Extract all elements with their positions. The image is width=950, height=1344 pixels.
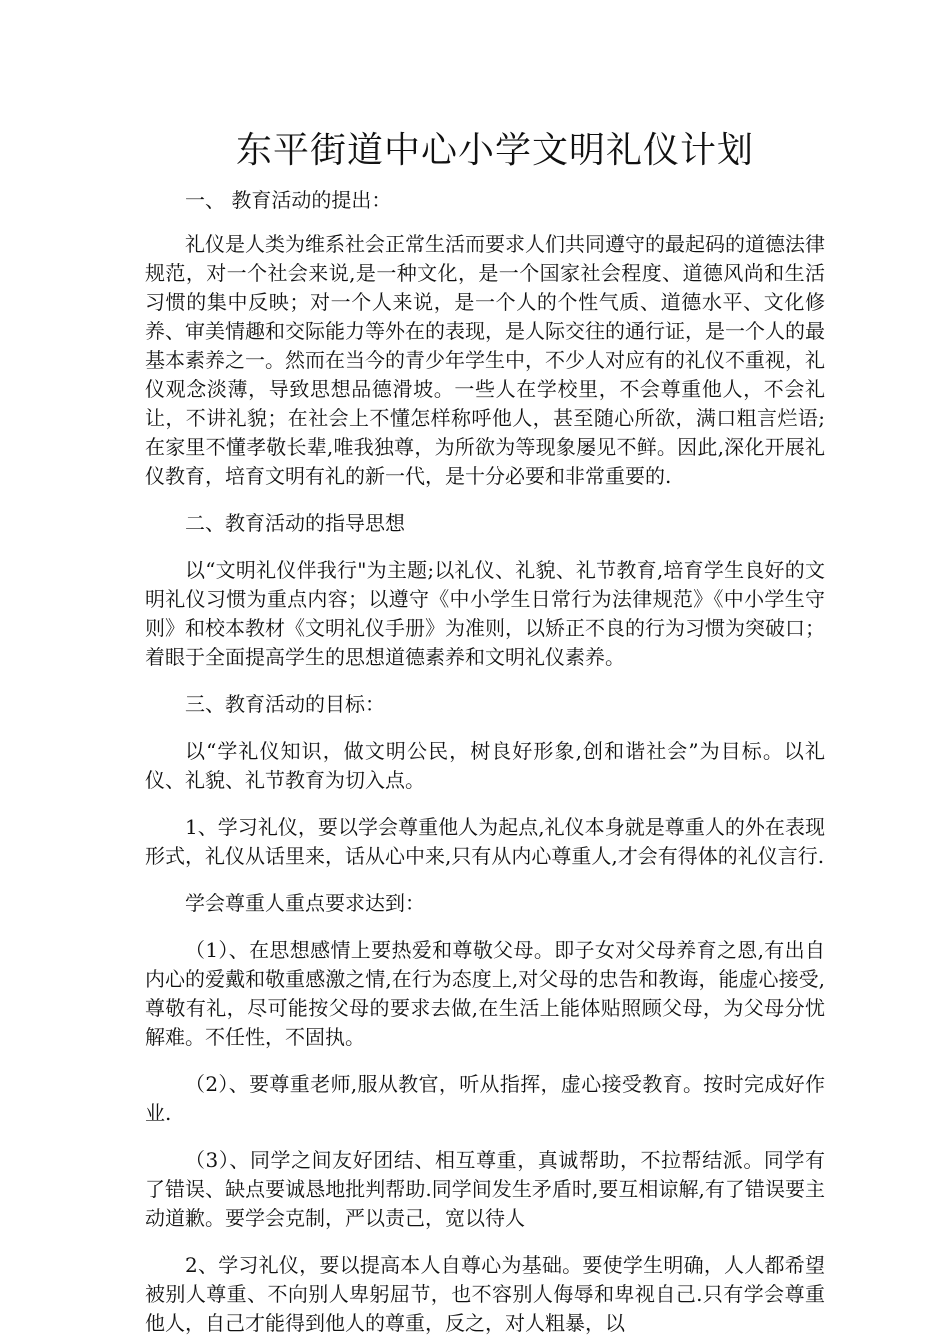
paragraph-sub-2: （2）、要尊重老师,服从教官，听从指挥，虚心接受教育。按时完成好作业. [145,1072,825,1125]
paragraph-sub-3: （3）、同学之间友好团结、相互尊重，真诚帮助，不拉帮结派。同学有了错误、缺点要诚恳地批判帮助.同学间发生矛盾时,要互相谅解,有了错误要主动道歉。要学会克制，严以责己，宽以待人 [145,1148,825,1230]
paragraph-sub-1: （1）、在思想感情上要热爱和尊敬父母。即子女对父母养育之恩,有出自内心的爱戴和敬重感激之情,在行为态度上,对父母的忠告和教诲，能虚心接受,尊敬有礼，尽可能按父母的要求去做,在生活上能体贴照顾父母，为父母分忧解难。不任性，不固执。 [145,938,825,1049]
paragraph-guiding-thought: 以“文明礼仪伴我行"为主题;以礼仪、礼貌、礼节教育,培育学生良好的文明礼仪习惯为重点内容；以遵守《中小学生日常行为法律规范》《中小学生守则》和校本教材《文明礼仪手册》为准则，以矫正不良的行为习惯为突破口；着眼于全面提高学生的思想道德素养和文明礼仪素养。 [145,558,825,669]
document-body [145,186,825,1338]
document-title: 东平街道中心小学文明礼仪计划 [235,130,754,171]
paragraph-goal: 以“学礼仪知识，做文明公民，树良好形象,创和谐社会”为目标。以礼仪、礼貌、礼节教育为切入点。 [145,739,825,792]
paragraph-respect-intro: 学会尊重人重点要求达到： [185,891,425,915]
paragraph-intro: 礼仪是人类为维系社会正常生活而要求人们共同遵守的最起码的道德法律规范，对一个社会来说,是一种文化，是一个国家社会程度、道德风尚和生活习惯的集中反映；对一个人来说，是一个人的个性气质、道德水平、文化修养、审美情趣和交际能力等外在的表现，是人际交往的通行证，是一个人的最基本素养之一。然而在当今的青少年学生中，不少人对应有的礼仪不重视，礼仪观念淡薄，导致思想品德滑坡。一些人在学校里，不会尊重他人，不会礼让，不讲礼貌；在社会上不懂怎样称呼他人，甚至随心所欲，满口粗言烂语;在家里不懂孝敬长辈,唯我独尊，为所欲为等现象屡见不鲜。因此,深化开展礼仪教育，培育文明有礼的新一代，是十分必要和非常重要的. [145,232,825,488]
paragraph-item-1: 1、学习礼仪，要以学会尊重他人为起点,礼仪本身就是尊重人的外在表现形式，礼仪从话里来，话从心中来,只有从内心尊重人,才会有得体的礼仪言行. [145,815,825,868]
section-heading-2: 二、教育活动的指导思想 [185,511,405,535]
paragraph-item-2: 2、学习礼仪，要以提高本人自尊心为基础。要使学生明确，人人都希望被别人尊重、不向别人卑躬屈节，也不容别人侮辱和卑视自己.只有学会尊重他人，自己才能得到他人的尊重，反之，对人粗暴，以 [145,1253,825,1335]
section-heading-1: 一、 教育活动的提出： [185,188,392,212]
section-heading-3: 三、教育活动的目标： [185,692,385,716]
